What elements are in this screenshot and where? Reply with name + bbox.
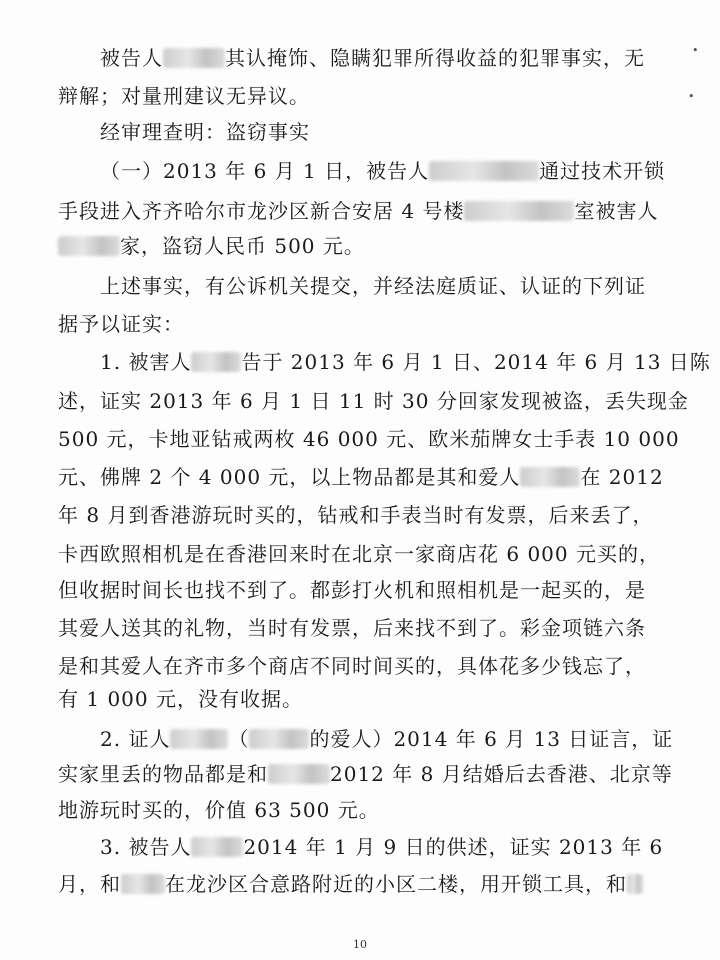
redacted-address bbox=[464, 201, 574, 221]
text-segment: 月，和 bbox=[58, 872, 121, 896]
text-segment: 但收据时间长也找不到了。都彭打火机和照相机是一起买的，是 bbox=[58, 578, 646, 602]
redacted-name bbox=[627, 874, 643, 894]
text-line bbox=[58, 425, 680, 453]
text-segment: 述，证实 2013 年 6 月 1 日 11 时 30 分回家发现被盗，丢失现金 bbox=[58, 389, 689, 413]
redacted-name bbox=[163, 48, 225, 68]
redacted-name bbox=[191, 352, 241, 372]
text-segment: 500 元，卡地亚钻戒两枚 46 000 元、欧米茄牌女士手表 10 000 bbox=[58, 427, 680, 451]
redacted-name bbox=[268, 764, 330, 784]
text-segment: 通过技术开锁 bbox=[539, 159, 666, 183]
text-segment: 上述事实，有公诉机关提交，并经法庭质证、认证的下列证 bbox=[100, 274, 646, 298]
text-segment: 辩解；对量刑建议无异议。 bbox=[58, 84, 310, 108]
text-segment: 手段进入齐齐哈尔市龙沙区新合安居 4 号楼 bbox=[58, 199, 465, 223]
text-line bbox=[58, 501, 653, 529]
text-segment: 在 2012 bbox=[580, 465, 664, 489]
text-line bbox=[100, 157, 665, 185]
text-line bbox=[58, 576, 646, 604]
text-line bbox=[58, 232, 365, 260]
text-segment: 实家里丢的物品都是和 bbox=[58, 762, 268, 786]
margin-mark: • bbox=[692, 44, 699, 57]
text-segment: 的爱人）2014 年 6 月 13 日证言，证 bbox=[309, 727, 674, 751]
text-line bbox=[100, 348, 711, 376]
text-line bbox=[58, 685, 303, 713]
text-segment: 元、佛牌 2 个 4 000 元，以上物品都是其和爱人 bbox=[58, 465, 521, 489]
text-line bbox=[58, 760, 673, 788]
text-segment: 1. 被害人 bbox=[100, 350, 192, 374]
text-segment: 据予以证实： bbox=[58, 312, 184, 336]
text-segment: 在龙沙区合意路附近的小区二楼，用开锁工具，和 bbox=[165, 872, 627, 896]
section-heading bbox=[100, 118, 310, 146]
text-segment: 2014 年 1 月 9 日的供述，证实 2013 年 6 bbox=[243, 835, 664, 859]
text-segment: 其认掩饰、隐瞒犯罪所得收益的犯罪事实，无 bbox=[225, 46, 645, 70]
text-segment: 年 8 月到香港游玩时买的，钻戒和手表当时有发票，后来丢了， bbox=[58, 503, 654, 527]
text-line bbox=[58, 82, 310, 110]
text-line bbox=[100, 833, 663, 861]
text-segment: 室被害人 bbox=[574, 199, 659, 223]
redacted-name bbox=[249, 729, 309, 749]
text-segment: 是和其爱人在齐市多个商店不同时间买的，具体花多少钱忘了， bbox=[58, 654, 646, 678]
text-line bbox=[58, 796, 380, 824]
text-line bbox=[58, 387, 689, 415]
text-segment: 经审理查明：盗窃事实 bbox=[100, 120, 310, 144]
text-line bbox=[58, 540, 660, 568]
redacted-name bbox=[429, 161, 539, 181]
text-segment: （一）2013 年 6 月 1 日，被告人 bbox=[100, 159, 430, 183]
text-line bbox=[58, 197, 658, 225]
text-line bbox=[58, 310, 184, 338]
text-line bbox=[58, 614, 646, 642]
text-segment: 2012 年 8 月结婚后去香港、北京等 bbox=[330, 762, 673, 786]
redacted-name bbox=[520, 467, 580, 487]
text-segment: （ bbox=[228, 727, 250, 751]
redacted-name bbox=[170, 729, 228, 749]
text-line bbox=[100, 725, 673, 753]
text-segment: 被告人 bbox=[100, 46, 163, 70]
text-line bbox=[58, 463, 664, 491]
text-segment: 卡西欧照相机是在香港回来时在北京一家商店花 6 000 元买的， bbox=[58, 542, 660, 566]
text-segment: 家，盗窃人民币 500 元。 bbox=[120, 234, 365, 258]
margin-mark: • bbox=[688, 90, 695, 103]
redacted-name bbox=[191, 837, 243, 857]
text-segment: 其爱人送其的礼物，当时有发票，后来找不到了。彩金项链六条 bbox=[58, 616, 646, 640]
text-line bbox=[100, 44, 645, 72]
text-segment: 有 1 000 元，没有收据。 bbox=[58, 687, 303, 711]
redacted-name bbox=[58, 236, 120, 256]
text-segment: 2. 证人 bbox=[100, 727, 171, 751]
text-line bbox=[58, 652, 646, 680]
redacted-name bbox=[121, 874, 165, 894]
text-segment: 3. 被告人 bbox=[100, 835, 192, 859]
page-number: 10 bbox=[353, 938, 367, 951]
text-segment: 告于 2013 年 6 月 1 日、2014 年 6 月 13 日陈 bbox=[241, 350, 711, 374]
text-line bbox=[58, 870, 643, 898]
text-segment: 地游玩时买的，价值 63 500 元。 bbox=[58, 798, 380, 822]
text-line bbox=[100, 272, 646, 300]
